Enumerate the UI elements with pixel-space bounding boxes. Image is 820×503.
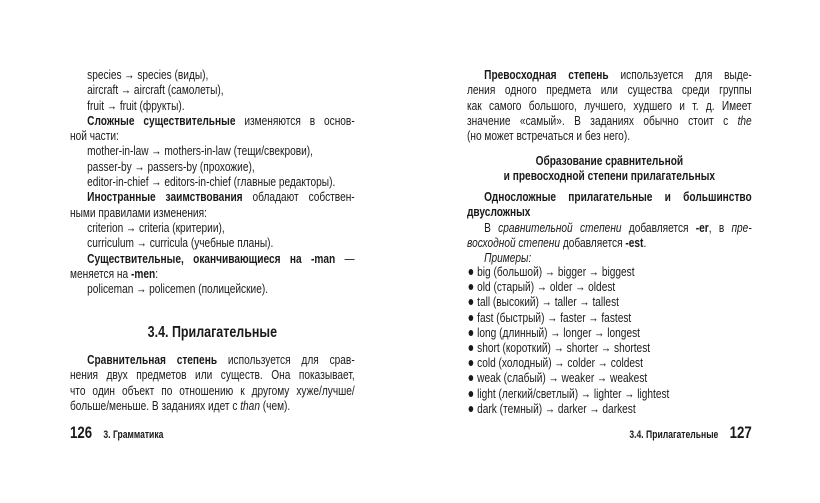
- text: ной части:: [70, 128, 119, 144]
- text-line: [467, 235, 752, 250]
- example-text: long (длинный) → longer → longest: [477, 324, 640, 340]
- text-line: [467, 220, 752, 235]
- text-line: [70, 220, 355, 235]
- example-text: mother-in-law → mothers-in-law (тещи/свекрови),: [87, 143, 313, 159]
- list-item: [467, 310, 752, 325]
- example-text: criterion → criteria (критерии),: [87, 219, 225, 235]
- text: (но может встречаться и без него).: [467, 128, 631, 144]
- bold-term: -er: [695, 219, 709, 235]
- italic-term: than: [240, 397, 260, 413]
- text-line: [467, 128, 752, 143]
- example-text: fast (быстрый) → faster → fastest: [477, 309, 632, 325]
- bold-heading-line: двусложных: [467, 204, 531, 220]
- text-line: [467, 67, 752, 82]
- bold-term: Существительные, оканчивающиеся на -man: [87, 250, 336, 266]
- text-line: [70, 352, 355, 367]
- subsection-heading: [467, 153, 752, 184]
- text: нения двух предметов или существ. Она показывает,: [70, 367, 355, 383]
- page-number: 126: [70, 423, 93, 442]
- noun-plural-examples: [70, 67, 355, 296]
- text-line: [70, 189, 355, 204]
- text: добавляется: [621, 219, 696, 235]
- example-text: passer-by → passers-by (прохожие),: [87, 158, 255, 174]
- text: , в: [708, 219, 732, 235]
- text-line: [70, 82, 355, 97]
- example-text: tall (высокий) → taller → tallest: [477, 294, 619, 310]
- list-item: [467, 355, 752, 370]
- example-text: cold (холодный) → colder → coldest: [477, 355, 643, 371]
- left-page: [70, 0, 355, 503]
- text: что один объект по отношению к другому хуже/лучше/: [70, 382, 355, 398]
- page-footer: [70, 423, 355, 443]
- comparative-paragraph: [70, 352, 355, 413]
- bold-term: -est: [625, 234, 644, 250]
- page-number: 127: [729, 423, 752, 442]
- example-text: aircraft → aircraft (самолеты),: [87, 82, 224, 98]
- text: В: [484, 219, 499, 235]
- text: больше/меньше. В заданиях идет с: [70, 397, 241, 413]
- text: ления одного предмета или существа среди группы: [467, 82, 752, 98]
- italic-term: восходной степени: [467, 234, 561, 250]
- bullet-icon: [469, 345, 474, 351]
- bullet-icon: [469, 360, 474, 366]
- text: ными правилами изменения:: [70, 204, 207, 220]
- text: —: [335, 250, 355, 266]
- example-text: weak (слабый) → weaker → weakest: [477, 370, 648, 386]
- text-line: [70, 174, 355, 189]
- right-page: [467, 0, 752, 503]
- list-item: [467, 294, 752, 309]
- text-line: [70, 281, 355, 296]
- example-text: fruit → fruit (фрукты).: [87, 97, 185, 113]
- bullet-icon: [469, 284, 474, 290]
- text: значение «самый». В заданиях обычно стоит с: [467, 112, 738, 128]
- text-line: [467, 82, 752, 97]
- text: добавляется: [560, 234, 626, 250]
- text-line: [467, 113, 752, 128]
- subheading-line: и превосходной степени прилагательных: [503, 168, 716, 184]
- example-text: dark (темный) → darker → darkest: [477, 400, 636, 416]
- italic-term: сравнительной степени: [498, 219, 622, 235]
- bullet-icon: [469, 375, 474, 381]
- text-line: [70, 98, 355, 113]
- example-text: big (большой) → bigger → biggest: [477, 264, 635, 279]
- subheading-line: Образование сравнительной: [535, 153, 684, 168]
- page-footer: [467, 423, 752, 443]
- bullet-icon: [469, 269, 474, 275]
- list-item: [467, 325, 752, 340]
- section-heading: 3.4. Прилагательные: [147, 324, 278, 341]
- text-line: [70, 383, 355, 398]
- bold-term: -men: [130, 265, 156, 281]
- text-line: [70, 67, 355, 82]
- text-line: [70, 113, 355, 128]
- text-line: [70, 367, 355, 382]
- list-item: [467, 401, 752, 416]
- text-line: [70, 266, 355, 281]
- running-title: 3.4. Прилагательные: [629, 429, 719, 441]
- example-text: old (старый) → older → oldest: [477, 279, 616, 295]
- text: меняется на: [70, 265, 131, 281]
- text-line: [70, 398, 355, 413]
- example-text: editor-in-chief → editors-in-chief (главные редакторы).: [87, 174, 336, 190]
- example-text: policeman → policemen (полицейские).: [87, 281, 269, 297]
- text-line: [70, 128, 355, 143]
- text: обладают собствен-: [242, 189, 355, 205]
- superlative-paragraph: [467, 67, 752, 143]
- italic-term: пре-: [731, 219, 752, 235]
- text-line: [70, 143, 355, 158]
- bullet-icon: [469, 406, 474, 412]
- example-text: light (легкий/светлый) → lighter → lightest: [477, 385, 670, 401]
- example-text: short (короткий) → shorter → shortest: [477, 339, 651, 355]
- text: как самого большого, лучшего, худшего и т. д. Имеет: [467, 97, 752, 113]
- text: (чем).: [259, 397, 291, 413]
- list-item: [467, 264, 752, 279]
- text-line: [70, 251, 355, 266]
- text-line: [70, 205, 355, 220]
- italic-term: the: [737, 112, 752, 128]
- text: .: [643, 234, 647, 250]
- example-text: curriculum → curricula (учебные планы).: [87, 235, 274, 251]
- list-item: [467, 279, 752, 294]
- bold-term: Иностранные заимствования: [87, 189, 243, 205]
- running-title: 3. Грамматика: [103, 429, 164, 441]
- list-item: [467, 340, 752, 355]
- list-item: [467, 386, 752, 401]
- text: :: [155, 265, 159, 281]
- examples-label: Примеры:: [484, 250, 532, 266]
- example-text: species → species (виды),: [87, 67, 209, 82]
- bullet-icon: [469, 391, 474, 397]
- bold-term: Сравнительная степень: [87, 352, 218, 367]
- list-item: [467, 370, 752, 385]
- text-line: [70, 235, 355, 250]
- rule-block: [467, 189, 752, 265]
- bullet-icon: [469, 315, 474, 321]
- bold-term: Сложные существительные: [87, 112, 236, 128]
- examples-list: [467, 264, 752, 416]
- text: используется для срав-: [217, 352, 355, 367]
- text: изменяются в основ-: [235, 112, 355, 128]
- bold-heading-line: Односложные прилагательные и большинство: [484, 189, 752, 204]
- text-line: [467, 98, 752, 113]
- bullet-icon: [469, 330, 474, 336]
- text-line: [70, 159, 355, 174]
- text: используется для выде-: [608, 67, 752, 82]
- bullet-icon: [469, 299, 474, 305]
- bold-term: Превосходная степень: [484, 67, 609, 82]
